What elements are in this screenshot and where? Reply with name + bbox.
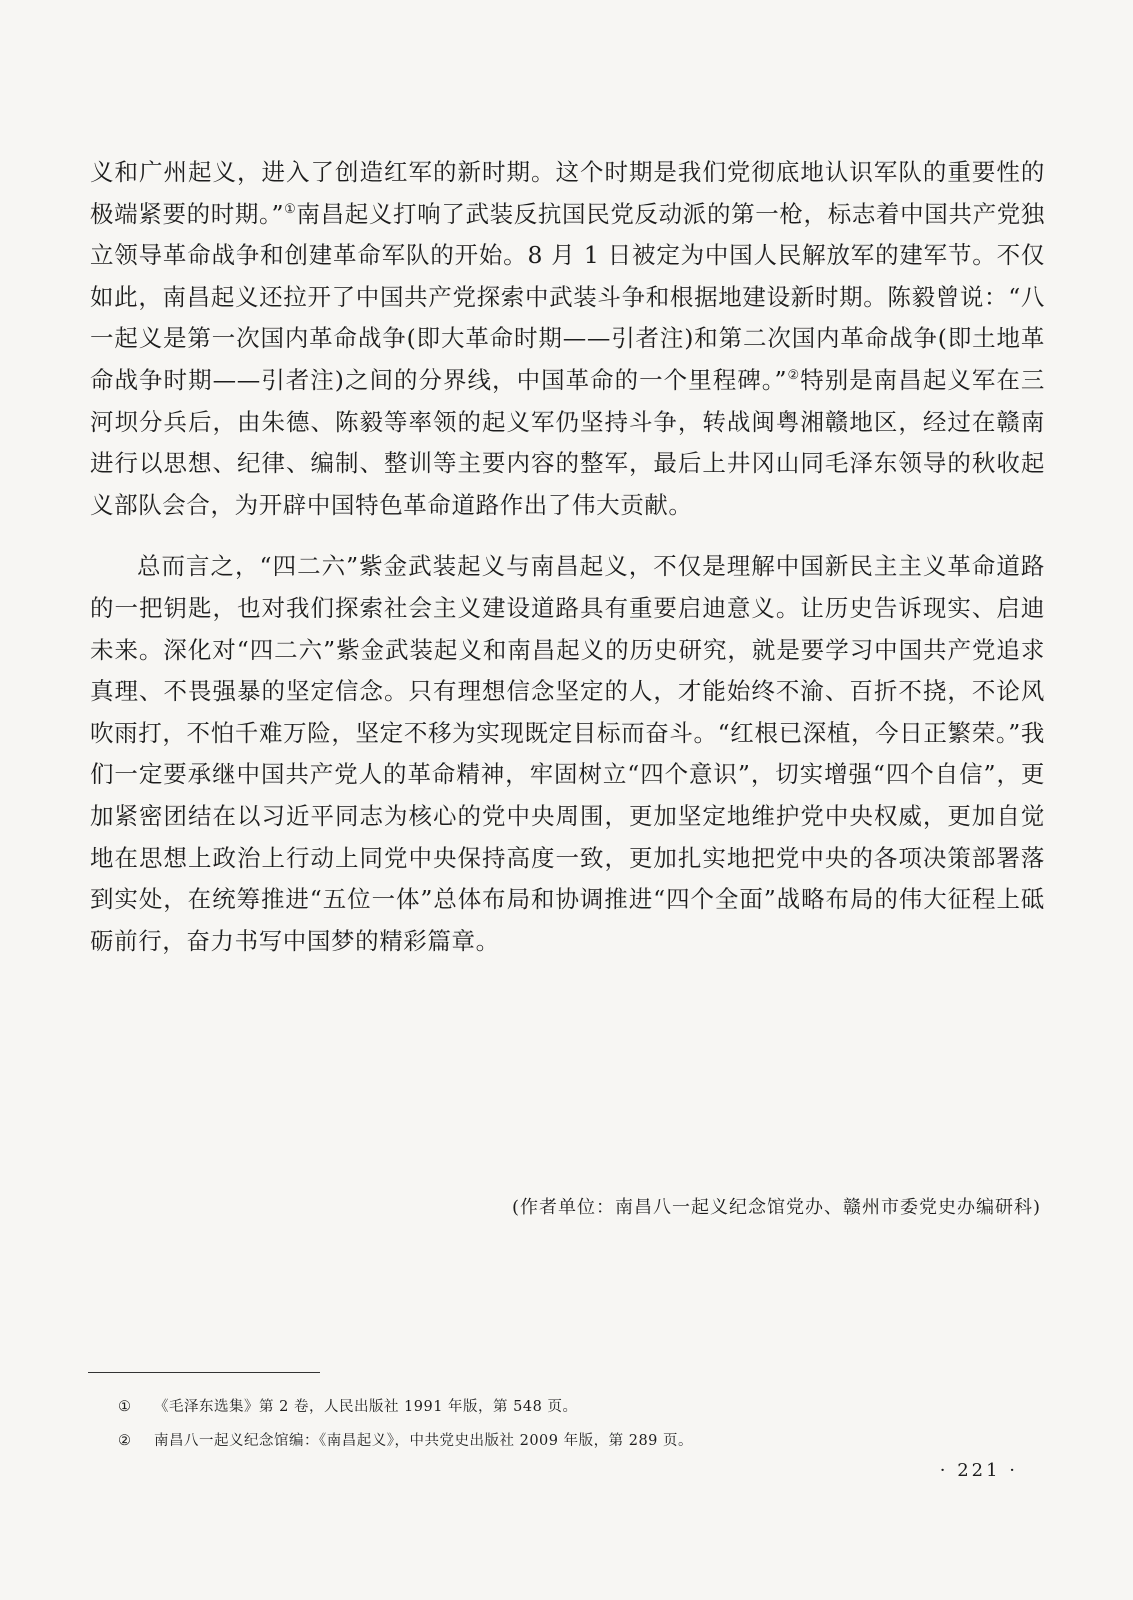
footnotes [118,1390,1018,1458]
footnote-2-number: ② [118,1433,132,1449]
footnote-divider [88,1372,320,1373]
footnote-2 [118,1424,1018,1458]
paragraph-1 [90,152,1045,526]
paragraph-2: 总而言之，“四二六”紫金武装起义与南昌起义，不仅是理解中国新民主主义革命道路的一把钥匙，也对我们探索社会主义建设道路具有重要启迪意义。让历史告诉现实、启迪未来。深化对“四二六”紫金武装起义和南昌起义的历史研究，就是要学习中国共产党追求真理、不畏强暴的坚定信念。只有理想信念坚定的人，才能始终不渝、百折不挠，不论风吹雨打，不怕千难万险，坚定不移为实现既定目标而奋斗。“红根已深植，今日正繁荣。”我们一定要承继中国共产党人的革命精神，牢固树立“四个意识”，切实增强“四个自信”，更加紧密团结在以习近平同志为核心的党中央周围，更加坚定地维护党中央权威，更加自觉地在思想上政治上行动上同党中央保持高度一致，更加扎实地把党中央的各项决策部署落到实处，在统筹推进“五位一体”总体布局和协调推进“四个全面”战略布局的伟大征程上砥砺前行，奋力书写中国梦的精彩篇章。 [90,552,1045,955]
body-text [90,152,1045,962]
footnote-1 [118,1390,1018,1424]
footnote-2-text: 南昌八一起义纪念馆编：《南昌起义》，中共党史出版社 2009 年版，第 289 页。 [154,1433,694,1449]
author-affiliation: (作者单位：南昌八一起义纪念馆党办、赣州市委党史办编研科) [511,1197,1041,1218]
page-number: · 221 · [939,1460,1018,1481]
paragraph-1-part-c: 特别是南昌起义军在三河坝分兵后，由朱德、陈毅等率领的起义军仍坚持斗争，转战闽粤湘赣地区，经过在赣南进行以思想、纪律、编制、整训等主要内容的整军，最后上井冈山同毛泽东领导的秋收起义部队会合，为开辟中国特色革命道路作出了伟大贡献。 [90,365,1045,519]
footnote-ref-1[interactable]: ① [284,201,297,217]
paragraph-1-part-a: 义和广州起义，进入了创造红军的新时期。这个时期是我们党彻底地认识军队的重要性的极端紧要的时期。” [90,158,1045,228]
footnote-1-text: 《毛泽东选集》第 2 卷，人民出版社 1991 年版，第 548 页。 [154,1399,578,1415]
paragraph-1-part-b: 南昌起义打响了武装反抗国民党反动派的第一枪，标志着中国共产党独立领导革命战争和创建革命军队的开始。8 月 1 日被定为中国人民解放军的建军节。不仅如此，南昌起义还拉开了中国共产党探索中武装斗争和根据地建设新时期。陈毅曾说：“八一起义是第一次国内革命战争(即大革命时期——引者注)和第二次国内革命战争(即土地革命战争时期——引者注)之间的分界线，中国革命的一个里程碑。” [90,199,1045,394]
footnote-1-number: ① [118,1399,132,1415]
footnote-ref-2[interactable]: ② [787,368,801,384]
